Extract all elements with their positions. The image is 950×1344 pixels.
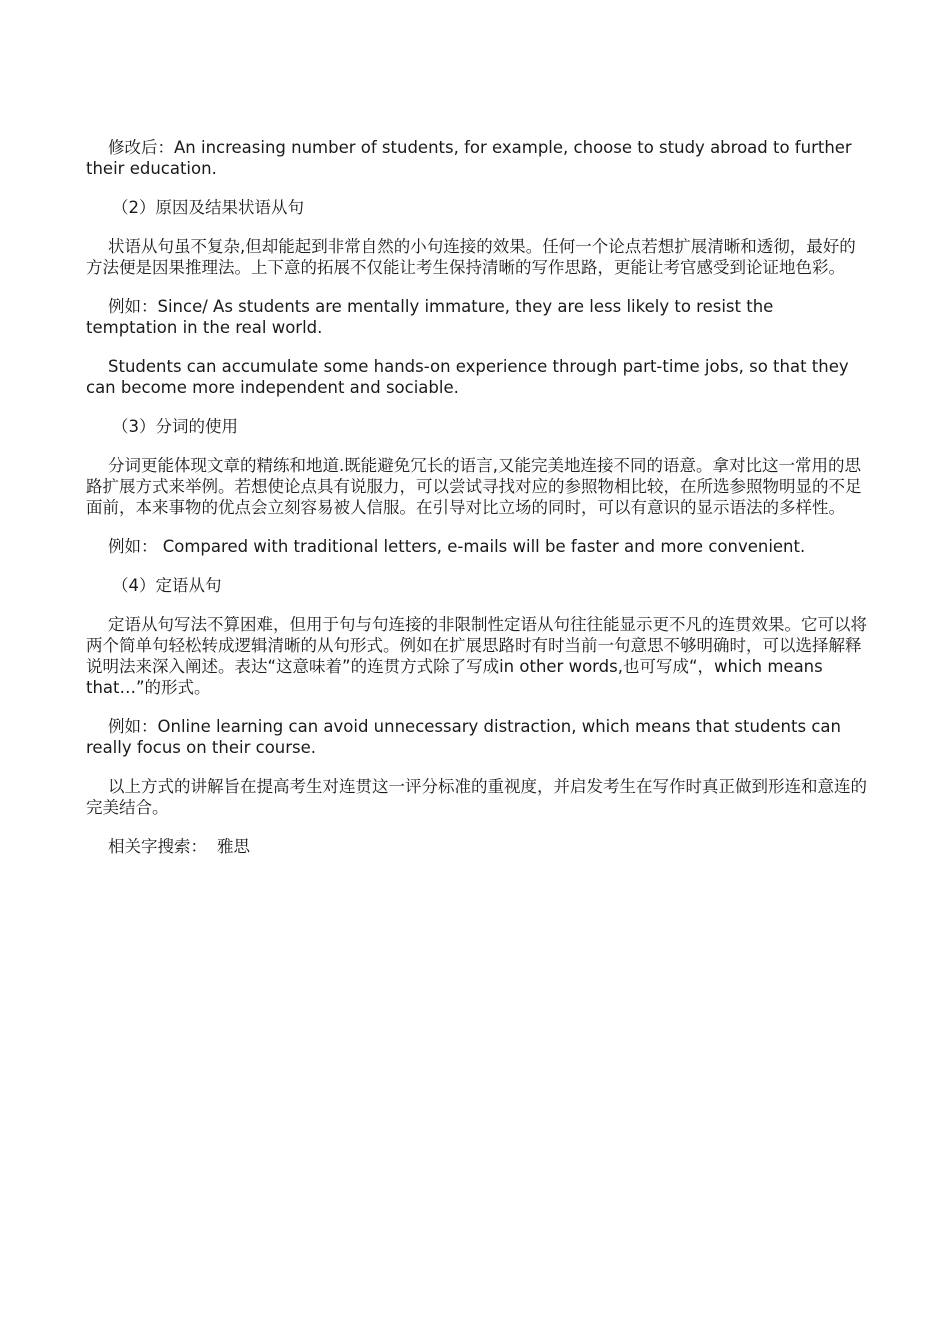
section-heading-attributive-clauses: （4）定语从句 xyxy=(112,576,222,595)
attributive-clause-explanation: 定语从句写法不算困难，但用于句与句连接的非限制性定语从句往往能显示更不凡的连贯效果。它可以将两个简单句轻松转成逻辑清晰的从句形式。例如在扩展思路时有时当前一句意思不够明确时，可以选择解释说明法来深入阐述。表达“这意味着”的连贯方式除了写成in other words,也可写成“，which means that…”的形式。 xyxy=(86,615,867,697)
attributive-clause-example: 例如：Online learning can avoid unnecessary distraction, which means that students can really focus on their course. xyxy=(86,717,841,757)
conclusion-paragraph: 以上方式的讲解旨在提高考生对连贯这一评分标准的重视度，并启发考生在写作时真正做到形连和意连的完美结合。 xyxy=(86,777,867,817)
section-heading-adverbial-clauses: （2）原因及结果状语从句 xyxy=(112,198,304,217)
revised-example-paragraph: 修改后：An increasing number of students, for example, choose to study abroad to further their education. xyxy=(86,138,852,178)
adverbial-clause-example-1: 例如：Since/ As students are mentally immature, they are less likely to resist the temptation in the real world. xyxy=(86,297,774,337)
related-search-keywords xyxy=(86,836,868,857)
participle-explanation: 分词更能体现文章的精练和地道.既能避免冗长的语言,又能完美地连接不同的语意。拿对比这一常用的思路扩展方式来举例。若想使论点具有说服力，可以尝试寻找对应的参照物相比较，在所选参照物明显的不足面前，本来事物的优点会立刻容易被人信服。在引导对比立场的同时，可以有意识的显示语法的多样性。 xyxy=(86,456,862,517)
adverbial-clause-explanation: 状语从句虽不复杂,但却能起到非常自然的小句连接的效果。任何一个论点若想扩展清晰和透彻，最好的方法便是因果推理法。上下意的拓展不仅能让考生保持清晰的写作思路，更能让考官感受到论证地色彩。 xyxy=(86,237,856,277)
participle-example: 例如： Compared with traditional letters, e-mails will be faster and more convenient. xyxy=(108,537,806,556)
document-body xyxy=(86,137,868,857)
section-heading-participles: （3）分词的使用 xyxy=(112,417,238,436)
keyword-link[interactable]: 雅思 xyxy=(217,837,250,856)
adverbial-clause-example-2: Students can accumulate some hands-on experience through part-time jobs, so that they can become more independent and sociable. xyxy=(86,357,849,397)
keywords-label: 相关字搜索： xyxy=(108,837,207,856)
